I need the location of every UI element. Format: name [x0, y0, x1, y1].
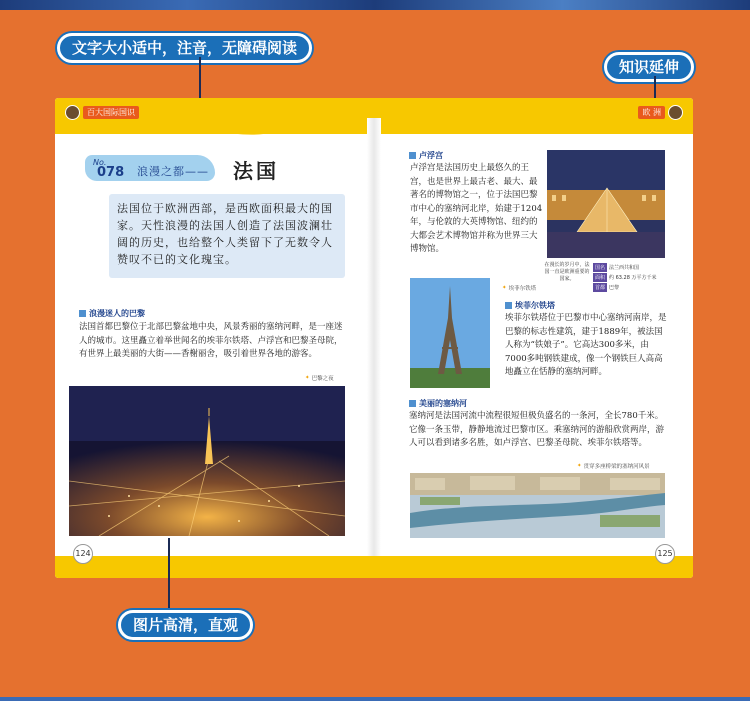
callout-hd-pictures: 图片高清，直观: [118, 610, 253, 640]
page-number-right: 125: [655, 544, 675, 564]
louvre-caption-text: 埃菲尔铁塔: [508, 286, 537, 292]
star-icon: ✦: [305, 375, 310, 381]
section-heading-paris-text: 浪漫迷人的巴黎: [89, 309, 145, 318]
intro-text: 法国位于欧洲西部，是西欧面积最大的国家。天性浪漫的法国人创造了法国波澜壮阔的历史，也给整个人类留下了无数令人赞叹不已的文化瑰宝。: [117, 202, 333, 266]
info-row: [593, 273, 657, 282]
paris-photo-caption: [305, 374, 334, 382]
bullet-square-icon: [409, 400, 416, 407]
article-number-prefix: No.: [93, 158, 107, 167]
callout-text-readable: 文字大小适中，注音，无障碍阅读: [57, 33, 312, 63]
bullet-square-icon: [79, 310, 86, 317]
info-key: 首都: [595, 285, 606, 291]
section-heading-seine-text: 美丽的塞纳河: [419, 399, 467, 408]
info-value: 约 63.28 万平方千米: [609, 275, 657, 281]
top-decorative-strip: [0, 0, 750, 10]
section-heading-eiffel: [505, 300, 555, 311]
louvre-photo: [547, 150, 665, 258]
paris-text: 法国首都巴黎位于北部巴黎盆地中央，风景秀丽的塞纳河畔，是一座迷人的城市。这里矗立着举世闻名的埃菲尔铁塔、卢浮宫和巴黎圣母院，有世界上最美丽的大街——香榭丽舍，吸引着世界各地的游客。: [79, 322, 343, 359]
bullet-square-icon: [409, 152, 416, 159]
article-subtitle: 浪漫之都——: [137, 165, 209, 178]
section-heading-louvre: [409, 150, 443, 161]
louvre-side-note: 在漫长的岁月中，法国一直是欧洲重要的国家。: [544, 262, 590, 282]
info-value: 法兰西共和国: [609, 265, 640, 271]
article-title: [85, 153, 345, 183]
eiffel-tower-photo: [410, 278, 490, 388]
seine-caption: [577, 462, 650, 470]
info-row: [593, 283, 657, 292]
bullet-square-icon: [505, 302, 512, 309]
header-right-tag: 欧 洲: [638, 106, 665, 119]
star-icon: ✦: [577, 463, 582, 469]
page-number-left: 124: [73, 544, 93, 564]
section-heading-eiffel-text: 埃菲尔铁塔: [515, 301, 555, 310]
star-icon: ✦: [502, 285, 507, 291]
header-left-tag: 百大国际国识: [83, 106, 139, 119]
paris-caption-text: 巴黎之夜: [311, 376, 334, 382]
book-spread: [55, 98, 693, 578]
callout-knowledge: 知识延伸: [604, 52, 694, 82]
header-left: [65, 104, 139, 120]
article-title-text: 法国: [233, 159, 279, 183]
intro-box: [109, 194, 345, 278]
seine-caption-text: 贯穿多座桥梁的塞纳河风景: [583, 464, 650, 470]
book-spine: [367, 118, 381, 558]
paris-night-photo: [69, 386, 345, 536]
callout-connector-bottom: [168, 538, 170, 614]
country-info-table: [593, 263, 657, 293]
info-key: 国名: [595, 265, 606, 271]
article-number: 078: [97, 165, 125, 180]
section-heading-seine: [409, 398, 467, 409]
info-key: 面积: [595, 275, 606, 281]
seine-text: 塞纳河是法国河流中流程很短但极负盛名的一条河，全长780千米。它像一条玉带，静静地流过巴黎市区。乘塞纳河的游船欣赏两岸，游人可以看到诸多名胜，如卢浮宫、巴黎圣母院、埃菲尔铁塔等。: [409, 411, 665, 448]
footer-band: [55, 556, 693, 578]
info-value: 巴黎: [609, 285, 620, 291]
section-heading-louvre-text: 卢浮宫: [419, 151, 443, 160]
louvre-caption: [502, 284, 536, 292]
header-right: [638, 104, 683, 120]
louvre-text: 卢浮宫是法国历史上最悠久的王宫，也是世界上最古老、最大、最著名的博物馆之一，位于法国巴黎市中心的塞纳河北岸，始建于1204年，与伦敦的大英博物馆、纽约的大都会艺术博物馆并称为世界三大博物馆。: [410, 163, 543, 254]
owl-logo-icon: [668, 105, 683, 120]
bottom-line: [0, 697, 750, 701]
owl-logo-icon: [65, 105, 80, 120]
eiffel-text: 埃菲尔铁塔位于巴黎市中心塞纳河南岸，是巴黎的标志性建筑，建于1889年，被法国人称为“铁娘子”。它高达300多米，由7000多吨钢铁建成，像一个钢铁巨人高高地矗立在恬静的塞纳河畔。: [505, 313, 667, 377]
info-row: [593, 263, 657, 272]
section-heading-paris: [79, 308, 145, 319]
seine-river-photo: [410, 473, 665, 538]
